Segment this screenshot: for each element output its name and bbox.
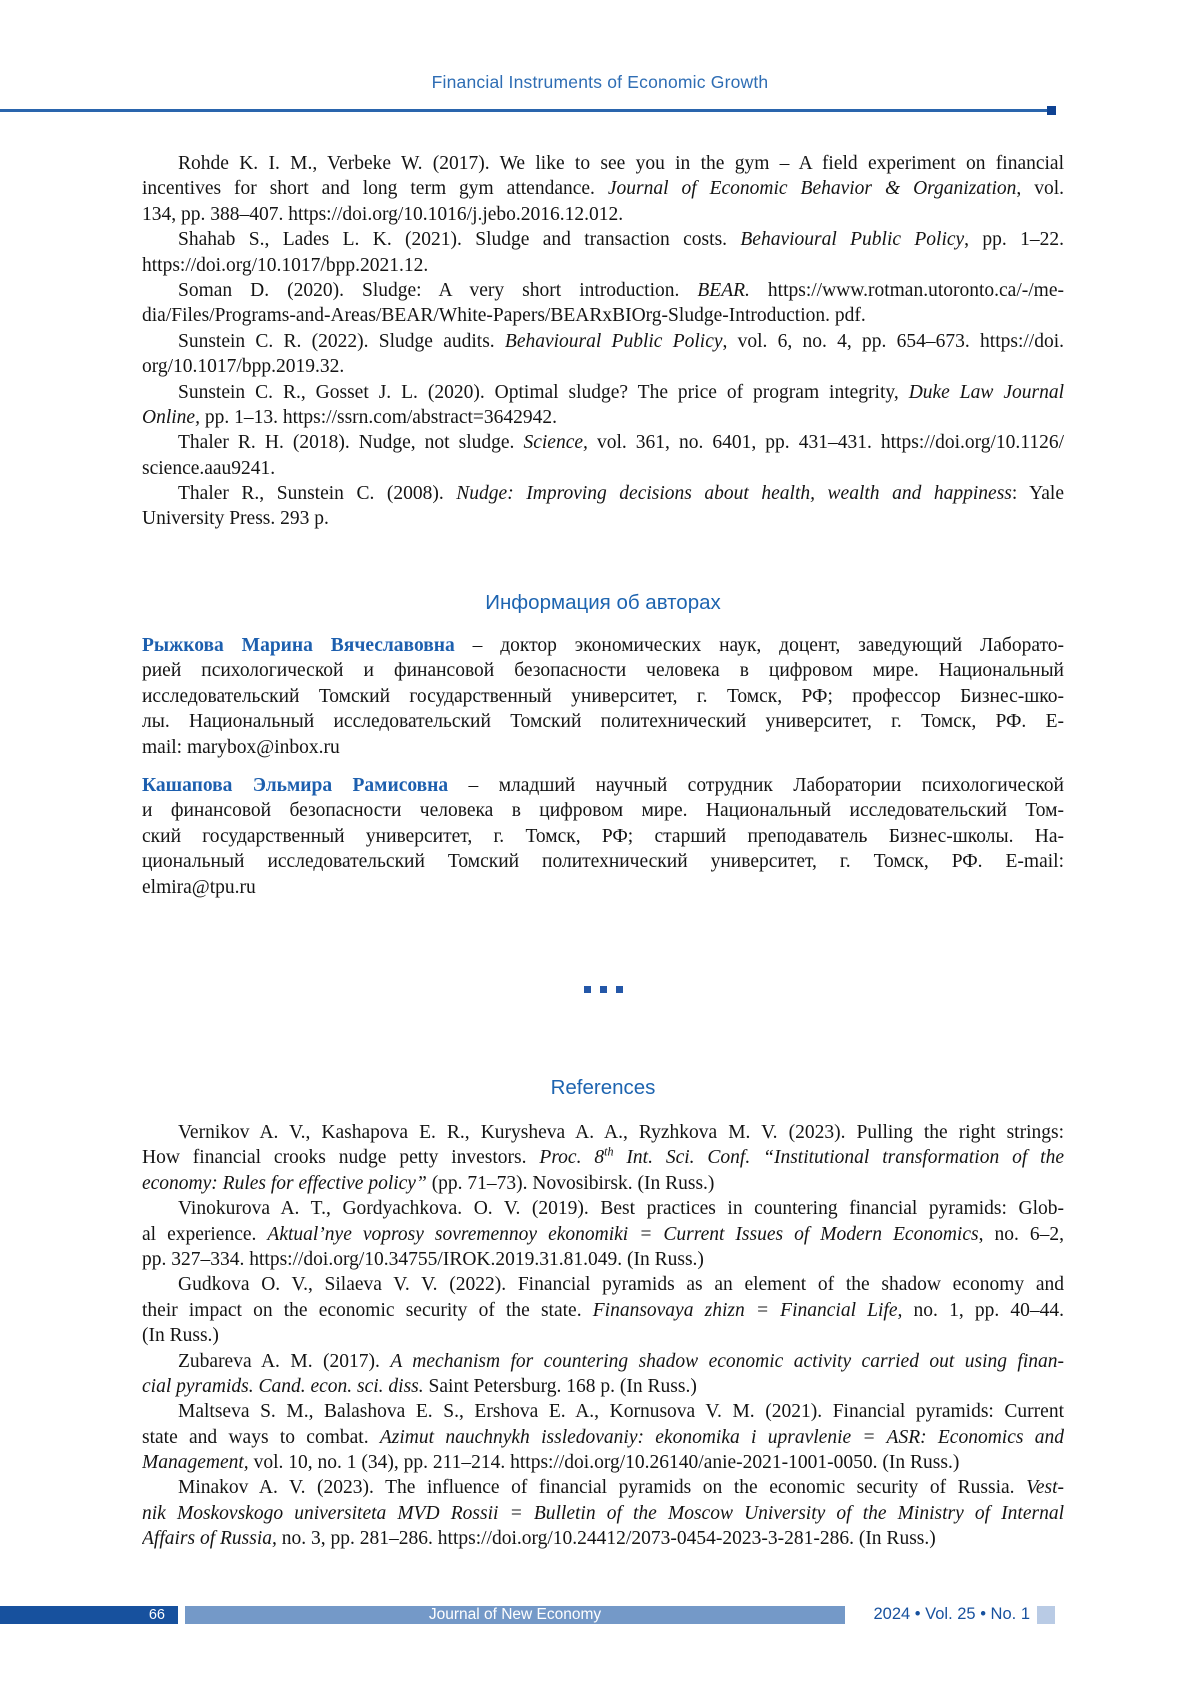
paragraph xyxy=(142,773,1064,900)
paragraph xyxy=(142,633,1064,760)
text-segment: : Yale xyxy=(1011,483,1064,505)
text-segment: Affairs of Russia, xyxy=(142,1528,277,1550)
text-line xyxy=(142,1120,1064,1145)
text-segment: Duke Law Journal xyxy=(908,381,1064,403)
text-segment: , vol. xyxy=(1016,178,1064,200)
text-segment: al experience. xyxy=(142,1223,268,1245)
text-segment: Sunstein C. R. (2022). Sludge audits. xyxy=(178,330,505,352)
text-line xyxy=(142,1475,1064,1500)
text-segment: Aktual’nye voprosy sovremennoy ekonomiki = Current Issues of Modern Economics xyxy=(267,1223,979,1245)
text-segment: pp. 1–13. https://ssrn.com/abstract=3642942. xyxy=(199,406,558,428)
paragraph xyxy=(142,1196,1064,1272)
text-segment: Management, xyxy=(142,1452,249,1474)
text-segment: How financial crooks nudge petty investors. xyxy=(142,1147,540,1169)
text-segment: org/10.1017/bpp.2019.32. xyxy=(142,356,345,378)
text-segment: Science, xyxy=(523,432,588,454)
text-segment: Thaler R. H. (2018). Nudge, not sludge. xyxy=(178,432,524,454)
text-segment: Vest- xyxy=(1026,1477,1064,1499)
text-line xyxy=(142,633,1064,658)
text-segment: Thaler R., Sunstein C. (2008). xyxy=(178,483,457,505)
text-line xyxy=(142,1222,1064,1247)
text-segment: vol. 10, no. 1 (34), pp. 211–214. https://doi.org/10.26140/anie-2021-1001-0050. (In Russ.) xyxy=(248,1452,960,1474)
text-segment: рией психологической и финансовой безопасности человека в цифровом мире. Национальный xyxy=(142,660,1064,682)
text-line xyxy=(142,849,1064,874)
paragraph xyxy=(142,1120,1064,1196)
text-line xyxy=(142,1298,1064,1323)
text-segment: Rohde K. I. M., Verbeke W. (2017). We like to see you in the gym – A field experiment on financial xyxy=(178,153,1064,174)
text-segment: A mechanism for countering shadow economic activity carried out using finan- xyxy=(390,1350,1064,1372)
text-segment: dia/Files/Programs-and-Areas/BEAR/White-Papers/BEARxBIOrg-Sludge-Introduction. pdf. xyxy=(142,305,866,327)
text-segment: , pp. 1–22. xyxy=(964,229,1064,251)
text-line xyxy=(142,1272,1064,1297)
text-line xyxy=(142,253,1064,278)
text-segment: BEAR. xyxy=(697,279,750,301)
text-line xyxy=(142,506,1064,531)
text-segment: University Press. 293 p. xyxy=(142,508,329,530)
text-line xyxy=(142,405,1064,430)
journal-name: Journal of New Economy xyxy=(428,1606,602,1623)
text-line xyxy=(142,456,1064,481)
text-segment: ский государственный университет, г. Томск, РФ; старший преподаватель Бизнес-школы. На- xyxy=(142,825,1064,847)
text-segment: elmira@tpu.ru xyxy=(142,876,256,898)
text-segment: https://doi.org/10.1017/bpp.2021.12. xyxy=(142,254,429,276)
paragraph xyxy=(142,380,1064,431)
text-line xyxy=(142,481,1064,506)
text-line xyxy=(142,176,1064,201)
text-segment: (pp. 71–73). Novosibirsk. (In Russ.) xyxy=(426,1172,715,1194)
text-segment: циональный исследовательский Томский политехнический университет, г. Томск, РФ. E-mail: xyxy=(142,851,1064,873)
paragraph xyxy=(142,481,1064,532)
paragraph xyxy=(142,227,1064,278)
text-line xyxy=(142,303,1064,328)
text-segment: nik Moskovskogo universiteta MVD Rossii = Bulletin of the Moscow University of the Ministry of Internal xyxy=(142,1502,1064,1524)
text-segment: (In Russ.) xyxy=(142,1325,219,1347)
header-rule xyxy=(0,109,1049,112)
running-head-title: Financial Instruments of Economic Growth xyxy=(431,72,769,92)
text-segment: Saint Petersburg. 168 p. (In Russ.) xyxy=(423,1375,697,1397)
text-line xyxy=(142,151,1064,176)
text-line xyxy=(142,1247,1064,1272)
page-number: 66 xyxy=(148,1607,165,1623)
text-line xyxy=(142,1145,1064,1170)
section-separator xyxy=(142,986,1064,993)
text-segment: Shahab S., Lades L. K. (2021). Sludge and transaction costs. xyxy=(178,229,741,251)
paragraph xyxy=(142,151,1064,227)
footer-issue-info: 2024 • Vol. 25 • No. 1 xyxy=(873,1605,1030,1623)
text-segment: Gudkova O. V., Silaeva V. V. (2022). Financial pyramids as an element of the shadow economy and xyxy=(178,1274,1064,1296)
text-segment: https://www.rotman.utoronto.ca/-/me- xyxy=(749,279,1064,301)
text-segment: 134, pp. 388–407. https://doi.org/10.1016/j.jebo.2016.12.012. xyxy=(142,203,624,225)
text-line xyxy=(142,1374,1064,1399)
text-segment: Azimut nauchnykh issledovaniy: ekonomika i upravlenie = ASR: Economics and xyxy=(379,1426,1064,1448)
text-segment: Online, xyxy=(142,406,200,428)
text-line xyxy=(142,798,1064,823)
references-top-section xyxy=(142,151,1064,532)
authors-info-section xyxy=(142,633,1064,900)
separator-square-icon xyxy=(616,986,623,993)
text-segment: Рыжкова Марина Вячеславовна xyxy=(142,635,455,656)
text-segment: Int. Sci. Conf. “Institutional transformation of the xyxy=(613,1147,1064,1169)
text-segment: Zubareva A. M. (2017). xyxy=(178,1350,391,1372)
footer-journal-bar xyxy=(185,1606,845,1624)
text-line xyxy=(142,875,1064,900)
text-segment: Nudge: Improving decisions about health, wealth and happiness xyxy=(456,483,1012,505)
text-line xyxy=(142,202,1064,227)
text-segment: Minakov A. V. (2023). The influence of financial pyramids on the economic security of Russia. xyxy=(178,1477,1027,1499)
text-segment: th xyxy=(604,1145,614,1159)
text-line xyxy=(142,380,1064,405)
text-segment: , no. 6–2, xyxy=(978,1223,1064,1245)
text-segment: Sunstein C. R., Gosset J. L. (2020). Optimal sludge? The price of program integrity, xyxy=(178,381,909,403)
text-segment: their impact on the economic security of the state. xyxy=(142,1299,593,1321)
text-segment: Finansovaya zhizn = Financial Life, xyxy=(592,1299,903,1321)
text-segment: Vinokurova A. T., Gordyachkova. O. V. (2019). Best practices in countering financial pyramids: Glob- xyxy=(178,1198,1064,1220)
references-section xyxy=(142,1120,1064,1552)
text-line xyxy=(142,684,1064,709)
text-line xyxy=(142,735,1064,760)
references-heading: References xyxy=(550,1076,656,1099)
text-segment: лы. Национальный исследовательский Томский политехнический университет, г. Томск, РФ. E- xyxy=(142,711,1064,733)
text-segment: Behavioural Public Policy xyxy=(740,229,965,251)
text-segment: , vol. 6, no. 4, pp. 654–673. https://doi. xyxy=(722,330,1064,352)
separator-square-icon xyxy=(584,986,591,993)
text-segment: cial pyramids. Cand. econ. sci. diss. xyxy=(142,1375,424,1397)
text-line xyxy=(142,1526,1064,1551)
text-line xyxy=(142,709,1064,734)
text-segment: исследовательский Томский государственный университет, г. Томск, РФ; профессор Бизнес-шко- xyxy=(142,685,1064,707)
text-line xyxy=(142,658,1064,683)
text-line xyxy=(142,1196,1064,1221)
text-segment: Behavioural Public Policy xyxy=(504,330,723,352)
text-line xyxy=(142,430,1064,455)
text-segment: Journal of Economic Behavior & Organization xyxy=(607,178,1017,200)
text-line xyxy=(142,329,1064,354)
text-line xyxy=(142,1171,1064,1196)
text-segment: Maltseva S. M., Balashova E. S., Ershova E. A., Kornusova V. M. (2021). Financial pyramids: Current xyxy=(178,1401,1064,1423)
text-line xyxy=(142,1450,1064,1475)
paragraph xyxy=(142,430,1064,481)
paragraph xyxy=(142,278,1064,329)
text-line xyxy=(142,354,1064,379)
text-line xyxy=(142,1501,1064,1526)
paragraph xyxy=(142,329,1064,380)
text-segment: no. 3, pp. 281–286. https://doi.org/10.24412/2073-0454-2023-3-281-286. (In Russ.) xyxy=(276,1528,936,1550)
authors-info-heading: Информация об авторах xyxy=(485,591,721,614)
text-segment: Proc. 8 xyxy=(539,1147,605,1169)
text-segment: vol. 361, no. 6401, pp. 431–431. https://doi.org/10.1126/ xyxy=(587,432,1064,454)
text-line xyxy=(142,1323,1064,1348)
paragraph xyxy=(142,1349,1064,1400)
text-line xyxy=(142,773,1064,798)
header-rule-end-square xyxy=(1047,106,1056,115)
text-segment: state and ways to combat. xyxy=(142,1426,380,1448)
text-line xyxy=(142,227,1064,252)
text-segment: – младший научный сотрудник Лаборатории психологической xyxy=(448,774,1064,796)
text-segment: economy: Rules for effective policy” xyxy=(142,1172,427,1194)
footer-page-number-bar xyxy=(0,1606,178,1624)
footer-end-square xyxy=(1037,1606,1055,1624)
text-segment: no. 1, pp. 40–44. xyxy=(902,1299,1064,1321)
text-segment: pp. 327–334. https://doi.org/10.34755/IROK.2019.31.81.049. (In Russ.) xyxy=(142,1248,704,1270)
text-segment: и финансовой безопасности человека в цифровом мире. Национальный исследовательский Том- xyxy=(142,800,1064,822)
paragraph xyxy=(142,1475,1064,1551)
text-line xyxy=(142,1425,1064,1450)
text-segment: mail: marybox@inbox.ru xyxy=(142,736,340,758)
text-line xyxy=(142,1399,1064,1424)
paragraph xyxy=(142,1399,1064,1475)
text-segment: Vernikov A. V., Kashapova E. R., Kurysheva A. A., Ryzhkova M. V. (2023). Pulling the right strings: xyxy=(178,1122,1064,1143)
text-line xyxy=(142,1349,1064,1374)
text-line xyxy=(142,824,1064,849)
text-segment: Кашапова Эльмира Рамисовна xyxy=(142,774,449,796)
text-segment: science.aau9241. xyxy=(142,457,276,479)
text-line xyxy=(142,278,1064,303)
paragraph xyxy=(142,1272,1064,1348)
text-segment: Soman D. (2020). Sludge: A very short introduction. xyxy=(178,279,698,301)
text-segment: incentives for short and long term gym attendance. xyxy=(142,178,608,200)
text-segment: – доктор экономических наук, доцент, заведующий Лаборато- xyxy=(454,635,1064,656)
separator-square-icon xyxy=(600,986,607,993)
